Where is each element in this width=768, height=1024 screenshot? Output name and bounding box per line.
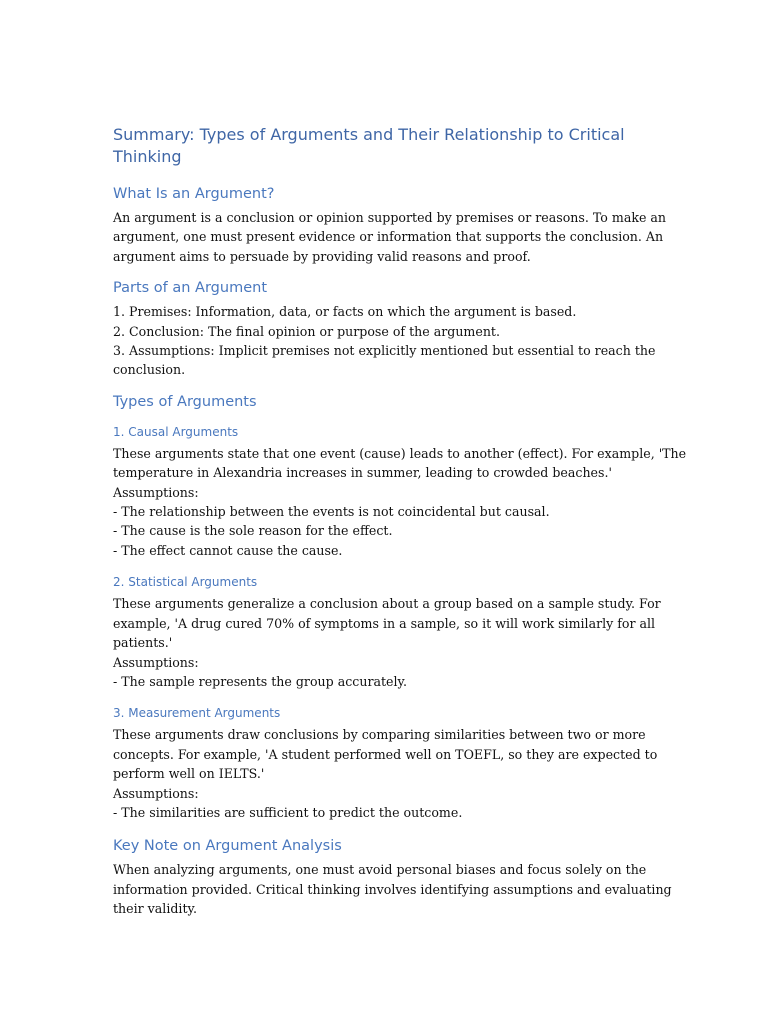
paragraph: [113, 594, 661, 691]
section-heading: Parts of an Argument: [113, 280, 267, 297]
paragraph: [113, 860, 672, 918]
text-line: example, 'A drug cured 70% of symptoms in a sample, so it will work similarly for all: [113, 615, 656, 631]
section-parts-of-argument: [113, 278, 656, 380]
text-line: These arguments draw conclusions by comparing similarities between two or more: [113, 727, 646, 743]
list-item: 1. Premises: Information, data, or facts on which the argument is based.: [113, 304, 577, 320]
text-line: their validity.: [113, 901, 197, 917]
text-line: argument aims to persuade by providing valid reasons and proof.: [113, 248, 531, 264]
text-line: These arguments generalize a conclusion about a group based on a sample study. For: [113, 596, 661, 612]
paragraph: [113, 444, 687, 560]
text-line: conclusion.: [113, 362, 186, 378]
subsection-statistical: [113, 574, 661, 691]
paragraph: [113, 208, 667, 266]
section-types-of-arguments: [113, 392, 687, 823]
text-line: When analyzing arguments, one must avoid personal biases and focus solely on the: [113, 862, 647, 878]
section-key-note: [113, 836, 672, 918]
paragraph: [113, 725, 658, 822]
section-heading: Key Note on Argument Analysis: [113, 838, 342, 855]
section-heading: What Is an Argument?: [113, 186, 275, 202]
list-item: - The cause is the sole reason for the effect.: [113, 523, 393, 539]
text-line: concepts. For example, 'A student performed well on TOEFL, so they are expected to: [113, 746, 658, 762]
subsection-heading: 1. Causal Arguments: [113, 424, 239, 439]
text-line: Assumptions:: [113, 654, 199, 670]
section-heading: Types of Arguments: [113, 393, 257, 410]
text-line: Assumptions:: [113, 484, 199, 500]
text-line: An argument is a conclusion or opinion supported by premises or reasons. To make an: [113, 210, 667, 225]
section-what-is-argument: [113, 184, 667, 266]
subsection-heading: 2. Statistical Arguments: [113, 575, 258, 590]
text-line: temperature in Alexandria increases in summer, leading to crowded beaches.': [113, 465, 612, 481]
document-page: [113, 124, 687, 931]
subsection-causal: [113, 424, 687, 560]
subsection-measurement: [113, 705, 658, 822]
list-item: - The similarities are sufficient to predict the outcome.: [113, 804, 463, 820]
text-line: argument, one must present evidence or information that supports the conclusion. An: [113, 229, 664, 245]
list-item: - The relationship between the events is not coincidental but causal.: [113, 504, 550, 520]
document-title: Summary: Types of Arguments and Their Relationship to Critical Thinking: [113, 125, 625, 166]
list-item: 3. Assumptions: Implicit premises not explicitly mentioned but essential to reach the: [113, 343, 656, 359]
text-line: Assumptions:: [113, 785, 199, 801]
text-line: perform well on IELTS.': [113, 766, 265, 782]
list-item: 2. Conclusion: The final opinion or purpose of the argument.: [113, 323, 500, 339]
text-line: information provided. Critical thinking involves identifying assumptions and evaluating: [113, 881, 672, 897]
list-item: - The effect cannot cause the cause.: [113, 542, 343, 558]
text-line: These arguments state that one event (cause) leads to another (effect). For example, 'The: [113, 445, 687, 461]
paragraph: [113, 302, 656, 380]
subsection-heading: 3. Measurement Arguments: [113, 706, 281, 721]
list-item: - The sample represents the group accurately.: [113, 673, 407, 689]
text-line: patients.': [113, 635, 173, 651]
